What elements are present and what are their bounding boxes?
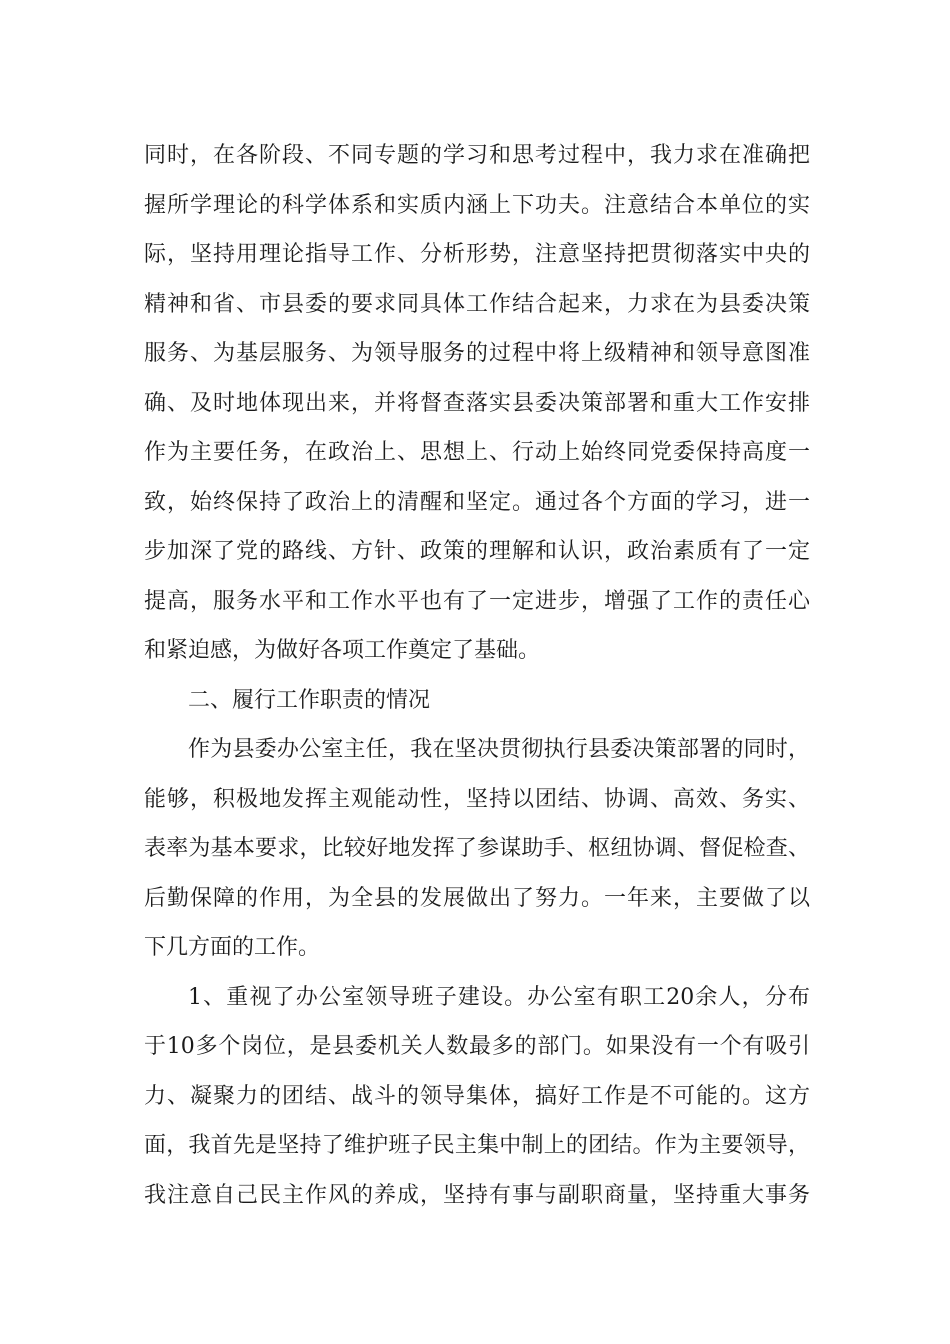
paragraph-line: 我注意自己民主作风的养成，坚持有事与副职商量，坚持重大事务 — [144, 1182, 810, 1208]
paragraph-line: 际，坚持用理论指导工作、分析形势，注意坚持把贯彻落实中央的 — [144, 242, 810, 267]
paragraph-line: 提高，服务水平和工作水平也有了一定进步，增强了工作的责任心 — [144, 588, 810, 614]
section-heading: 二、履行工作职责的情况 — [188, 687, 431, 713]
paragraph-line: 同时，在各阶段、不同专题的学习和思考过程中，我力求在准确把 — [144, 143, 810, 168]
paragraph-line: 步加深了党的路线、方针、政策的理解和认识，政治素质有了一定 — [144, 539, 810, 564]
document-body — [144, 131, 810, 1220]
paragraph-line: 表率为基本要求，比较好地发挥了参谋助手、枢纽协调、督促检查、 — [144, 836, 810, 861]
paragraph-line: 能够，积极地发挥主观能动性，坚持以团结、协调、高效、务实、 — [144, 786, 810, 812]
paragraph-line: 1、重视了办公室领导班子建设。办公室有职工20余人，分布 — [188, 984, 810, 1010]
paragraph-line: 后勤保障的作用，为全县的发展做出了努力。一年来，主要做了以 — [144, 885, 810, 911]
paragraph-line: 面，我首先是坚持了维护班子民主集中制上的团结。作为主要领导， — [144, 1133, 810, 1158]
paragraph-line: 精神和省、市县委的要求同具体工作结合起来，力求在为县委决策 — [144, 291, 810, 317]
paragraph-line: 于10多个岗位，是县委机关人数最多的部门。如果没有一个有吸引 — [144, 1034, 810, 1059]
paragraph-line: 下几方面的工作。 — [144, 935, 321, 960]
paragraph-line: 致，始终保持了政治上的清醒和坚定。通过各个方面的学习，进一 — [144, 489, 810, 515]
paragraph-line: 作为主要任务，在政治上、思想上、行动上始终同党委保持高度一 — [144, 440, 810, 465]
paragraph-line: 确、及时地体现出来，并将督查落实县委决策部署和重大工作安排 — [144, 390, 810, 416]
paragraph-line: 和紧迫感，为做好各项工作奠定了基础。 — [144, 638, 541, 663]
paragraph-line: 力、凝聚力的团结、战斗的领导集体，搞好工作是不可能的。这方 — [144, 1083, 810, 1109]
paragraph-line: 作为县委办公室主任，我在坚决贯彻执行县委决策部署的同时， — [188, 737, 810, 762]
paragraph-line: 握所学理论的科学体系和实质内涵上下功夫。注意结合本单位的实 — [144, 192, 810, 218]
paragraph-line: 服务、为基层服务、为领导服务的过程中将上级精神和领导意图准 — [144, 341, 810, 366]
